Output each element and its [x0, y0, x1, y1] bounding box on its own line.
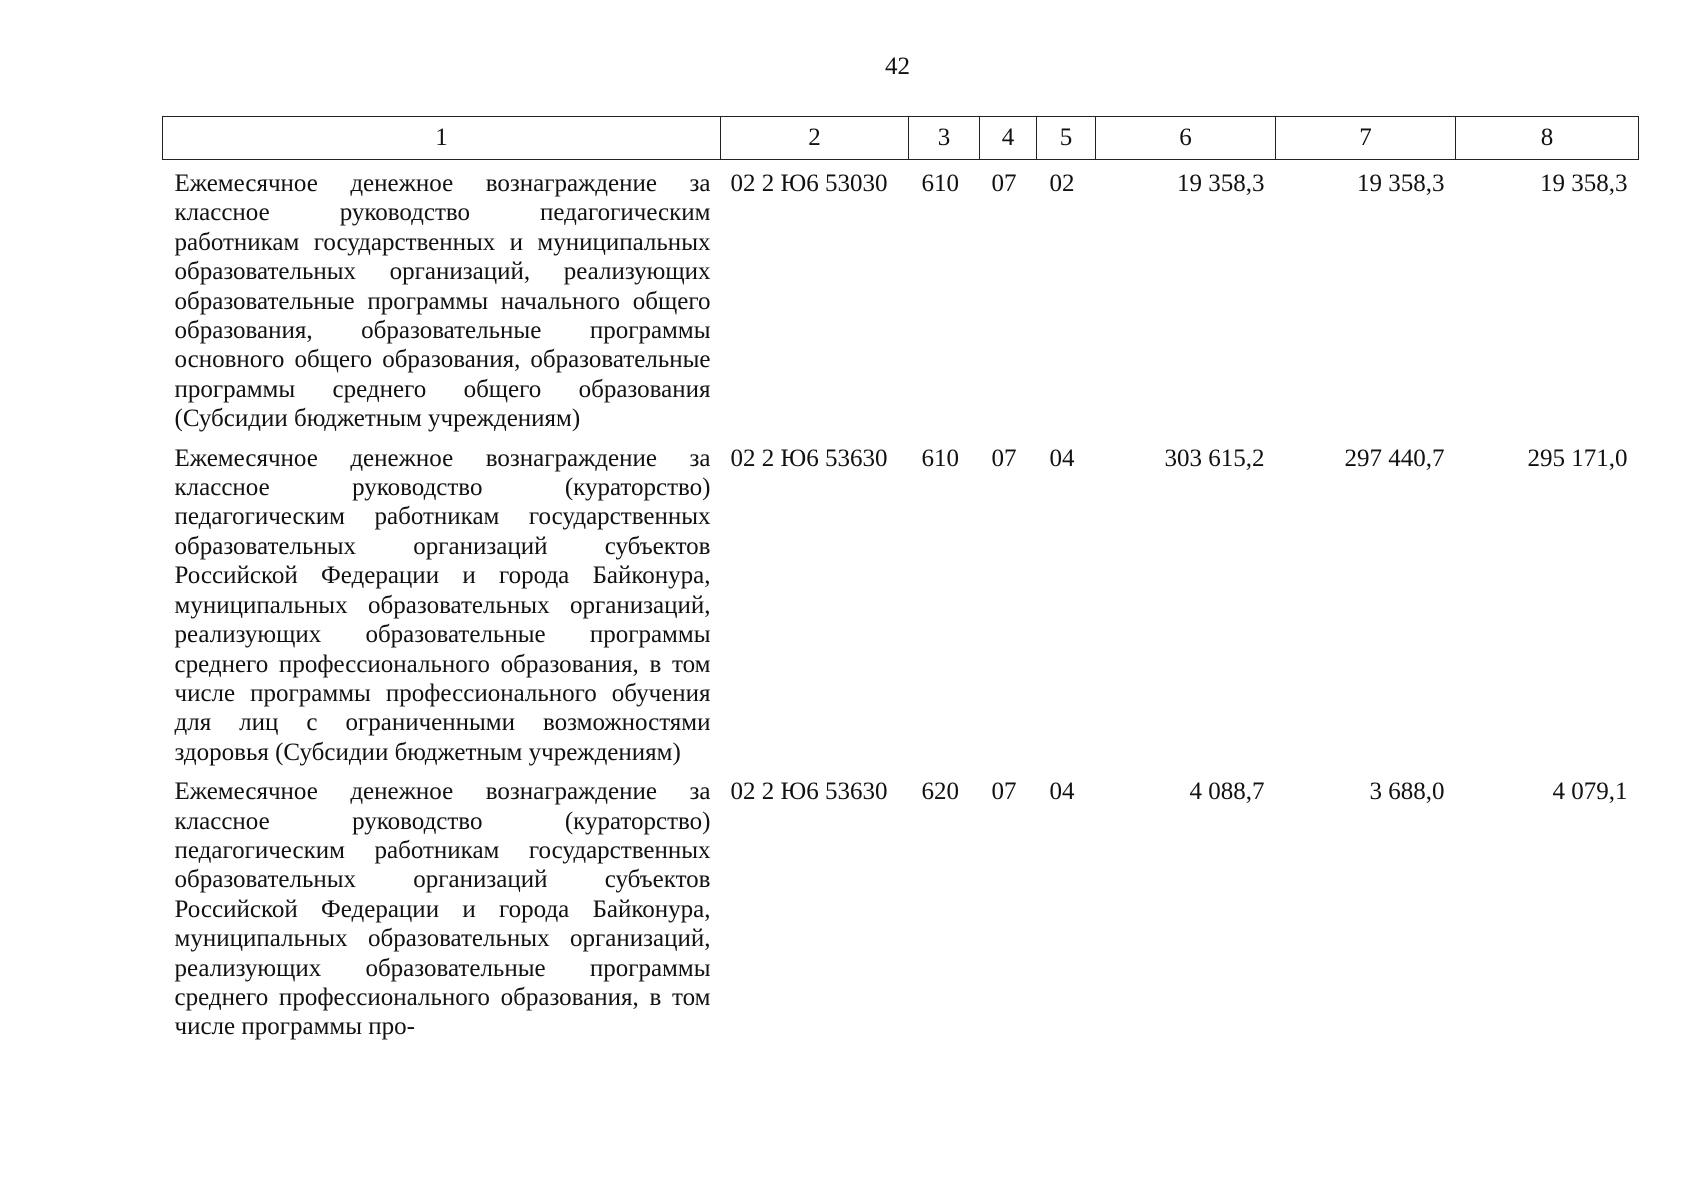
row-col-7: 3 688,0	[1369, 778, 1445, 806]
header-col-6: 6	[1096, 117, 1276, 160]
header-col-1: 1	[163, 117, 721, 160]
header-col-3: 3	[909, 117, 980, 160]
row-col-3: 620	[921, 778, 959, 806]
row-code: 02 2 Ю6 53630	[730, 778, 888, 806]
budget-table	[162, 116, 1639, 1042]
row-col-6: 19 358,3	[1177, 170, 1265, 197]
row-name: Ежемесячное денежное вознаграждение за классное руководство (кураторство) педагогическим работникам государственных образовательных организаций субъектов Российской Федерации и города Байконура, муниципальных образовательных организаций, реализующих образовательные программы среднего профессионального образования, в том числе программы профессионального обучения для лиц с ограниченными возможностями здоровья (Субсидии бюджетным учреждениям)	[174, 444, 711, 766]
row-col-4: 07	[991, 444, 1017, 472]
row-col-8: 295 171,0	[1527, 444, 1628, 472]
table-row	[163, 435, 1639, 768]
row-col-3: 610	[921, 444, 959, 472]
row-col-6: 303 615,2	[1164, 444, 1265, 472]
row-col-4: 07	[991, 778, 1017, 806]
header-col-2: 2	[721, 117, 909, 160]
row-col-5: 04	[1049, 444, 1075, 472]
header-col-7: 7	[1276, 117, 1456, 160]
row-col-5: 02	[1049, 170, 1075, 197]
row-code: 02 2 Ю6 53630	[730, 444, 888, 472]
row-col-3: 610	[921, 170, 959, 197]
row-col-7: 19 358,3	[1357, 170, 1445, 197]
row-col-8: 19 358,3	[1540, 170, 1628, 197]
table-header	[163, 117, 1639, 160]
row-col-6: 4 088,7	[1189, 778, 1265, 806]
row-name: Ежемесячное денежное вознаграждение за классное руководство (кураторство) педагогическим работникам государственных образовательных организаций субъектов Российской Федерации и города Байконура, муниципальных образовательных организаций, реализующих образовательные программы среднего профессионального образования, в том числе программы про-	[174, 778, 711, 1041]
table-body	[163, 160, 1639, 1042]
header-row	[163, 117, 1639, 160]
header-col-8: 8	[1456, 117, 1639, 160]
page-number: 42	[885, 53, 910, 80]
header-col-4: 4	[980, 117, 1037, 160]
row-col-7: 297 440,7	[1344, 444, 1445, 472]
row-col-5: 04	[1049, 778, 1075, 806]
row-name: Ежемесячное денежное вознаграждение за классное руководство педагогическим работникам государственных и муниципальных образовательных организаций, реализующих образовательные программы начального общего образования, образовательные программы основного общего образования, образовательные программы среднего общего образования (Субсидии бюджетным учреждениям)	[174, 170, 711, 433]
row-col-8: 4 079,1	[1552, 778, 1628, 806]
header-col-5: 5	[1037, 117, 1096, 160]
row-code: 02 2 Ю6 53030	[730, 170, 888, 197]
table-row	[163, 768, 1639, 1042]
table-row	[163, 160, 1639, 435]
row-col-4: 07	[991, 170, 1017, 197]
